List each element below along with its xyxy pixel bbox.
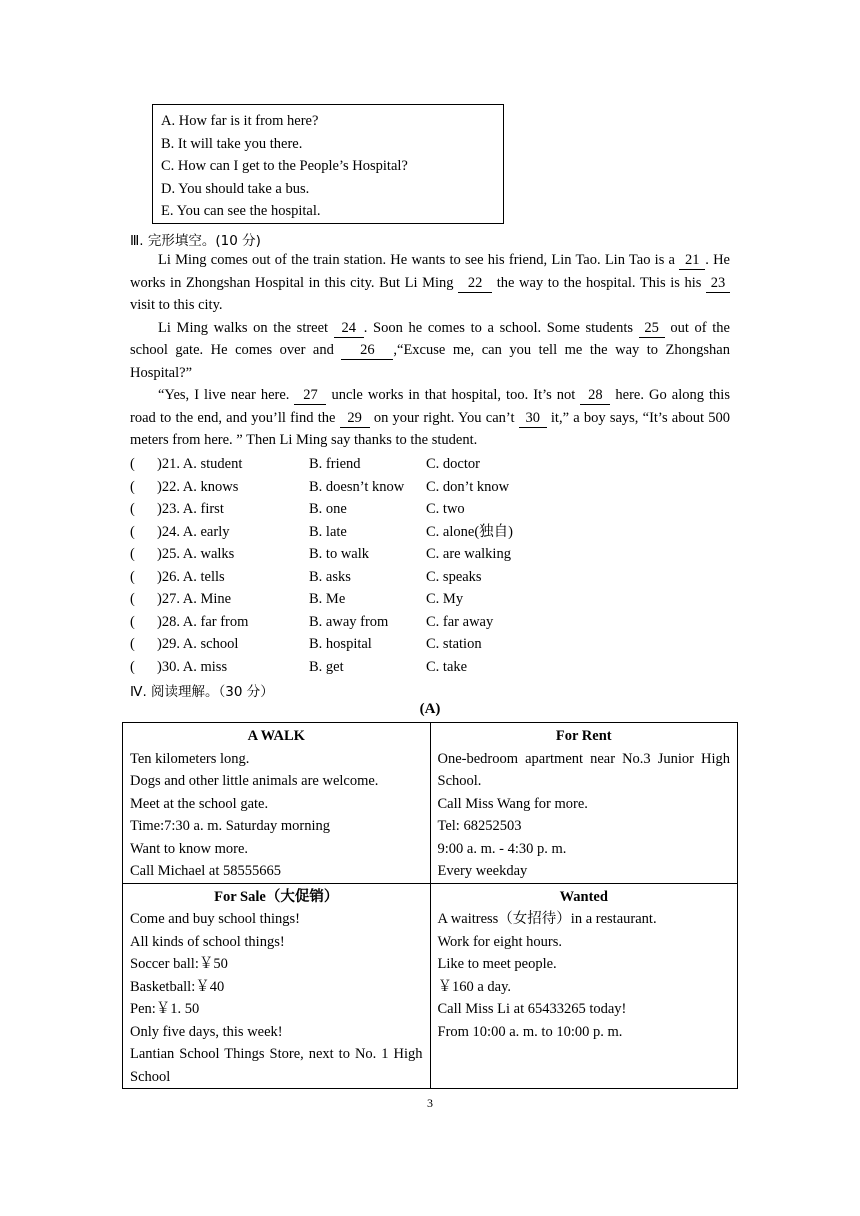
- question-row: [130, 588, 730, 611]
- question-option-a: )26. A. tells: [157, 568, 225, 585]
- blank-25: 25: [639, 320, 665, 338]
- ad-line: Meet at the school gate.: [130, 795, 269, 812]
- passage-text: Li Ming walks on the street: [158, 319, 334, 336]
- ad-line: Call Michael at 58555665: [130, 863, 282, 879]
- question-option-a: )30. A. miss: [157, 658, 228, 675]
- question-option-c: C. are walking: [426, 546, 511, 562]
- question-option-a: )27. A. Mine: [157, 591, 232, 607]
- passage-text: the way to the hospital. This is his: [492, 274, 706, 291]
- ad-line: From 10:00 a. m. to 10:00 p. m.: [437, 1023, 623, 1040]
- passage-text: here. Go along this road to the end, and you’ll find the: [130, 387, 730, 426]
- question-option-c: C. two: [426, 501, 465, 517]
- question-row: [130, 633, 730, 656]
- reading-a-title: (A): [419, 701, 441, 717]
- passage-paragraph-2: [130, 317, 730, 385]
- passage-text: “Yes, I live near here.: [158, 387, 295, 403]
- ad-line: ￥160 a day.: [437, 978, 512, 995]
- question-row: [130, 566, 730, 589]
- cloze-questions: [130, 453, 730, 678]
- question-option-b: B. one: [309, 501, 347, 517]
- question-row: [130, 611, 730, 634]
- answer-paren[interactable]: (: [130, 546, 135, 562]
- ad-rent-title: For Rent: [555, 728, 612, 744]
- blank-28: 28: [580, 387, 610, 405]
- question-option-a: )28. A. far from: [157, 613, 249, 630]
- ad-rent: [430, 723, 738, 884]
- page-number: 3: [427, 1096, 433, 1110]
- passage-text: on your right. You can’t: [369, 409, 519, 426]
- ad-line: Tel: 68252503: [437, 818, 522, 834]
- ad-line: Call Miss Li at 65433265 today!: [437, 1001, 627, 1017]
- answer-paren[interactable]: (: [130, 568, 135, 585]
- answer-paren[interactable]: (: [130, 523, 135, 540]
- passage-text: uncle works in that hospital, too. It’s not: [326, 387, 581, 403]
- question-option-c: C. far away: [426, 613, 494, 630]
- ad-line: Soccer ball:￥50: [130, 956, 228, 972]
- question-option-b: B. doesn’t know: [309, 478, 405, 495]
- ad-line: A waitress（女招待）in a restaurant.: [437, 911, 657, 927]
- question-row: [130, 453, 730, 476]
- question-option-b: B. hospital: [309, 636, 372, 652]
- blank-22: 22: [458, 275, 492, 293]
- option-b: B. It will take you there.: [161, 135, 303, 152]
- ads-row-2: [123, 883, 738, 1089]
- answer-paren[interactable]: (: [130, 613, 135, 630]
- question-row: [130, 521, 730, 544]
- ad-line: Time:7:30 a. m. Saturday morning: [130, 818, 331, 834]
- ad-wanted: [430, 883, 738, 1089]
- ad-walk-title: A WALK: [247, 728, 305, 744]
- blank-27: 27: [294, 387, 326, 405]
- question-option-a: )24. A. early: [157, 523, 230, 540]
- question-option-c: C. alone(独自): [426, 523, 513, 540]
- question-option-c: C. doctor: [426, 456, 480, 472]
- passage-paragraph-1: [130, 249, 730, 317]
- question-option-b: B. Me: [309, 591, 346, 607]
- ad-line: All kinds of school things!: [130, 933, 285, 950]
- blank-30: 30: [519, 410, 547, 428]
- ad-line: Ten kilometers long.: [130, 750, 250, 767]
- blank-23: 23: [706, 275, 730, 293]
- passage-text: . He works in Zhongshan Hospital in this city. But Li Ming: [130, 252, 730, 291]
- question-option-a: )23. A. first: [157, 501, 224, 517]
- ad-line: 9:00 a. m. - 4:30 p. m.: [437, 840, 567, 857]
- option-c: C. How can I get to the People’s Hospital?: [161, 158, 408, 174]
- ad-line: Lantian School Things Store, next to No. 1 High School: [130, 1046, 423, 1085]
- passage-text: Li Ming comes out of the train station. He wants to see his friend, Lin Tao. Lin Tao is a: [158, 252, 680, 268]
- question-option-a: )29. A. school: [157, 636, 239, 652]
- ad-line: Want to know more.: [130, 840, 249, 857]
- question-row: [130, 476, 730, 499]
- ad-line: Basketball:￥40: [130, 978, 225, 995]
- option-d: D. You should take a bus.: [161, 180, 310, 197]
- question-option-a: )25. A. walks: [157, 546, 235, 562]
- question-option-c: C. don’t know: [426, 478, 510, 495]
- answer-paren[interactable]: (: [130, 501, 135, 517]
- question-option-a: )21. A. student: [157, 456, 243, 472]
- ads-row-1: [123, 723, 738, 884]
- answer-paren[interactable]: (: [130, 456, 135, 472]
- ads-table: [122, 722, 738, 1089]
- question-row: [130, 656, 730, 679]
- answer-paren[interactable]: (: [130, 478, 135, 495]
- ad-line: One-bedroom apartment near No.3 Junior High School.: [437, 750, 730, 789]
- question-option-b: B. friend: [309, 456, 361, 472]
- answer-paren[interactable]: (: [130, 658, 135, 675]
- passage-text: it,” a boy says, “It’s about 500 meters from here. ” Then Li Ming say thanks to the student.: [130, 409, 730, 448]
- question-option-c: C. speaks: [426, 568, 482, 585]
- passage-paragraph-3: [130, 384, 730, 452]
- ad-line: Only five days, this week!: [130, 1023, 283, 1040]
- question-option-c: C. My: [426, 591, 464, 607]
- question-option-b: B. to walk: [309, 546, 370, 562]
- ad-walk: [123, 723, 431, 884]
- question-option-b: B. late: [309, 523, 347, 540]
- option-e: E. You can see the hospital.: [161, 203, 321, 219]
- blank-26: 26: [341, 342, 393, 360]
- question-option-c: C. take: [426, 658, 468, 675]
- question-row: [130, 543, 730, 566]
- ad-wanted-title: Wanted: [559, 888, 608, 905]
- ad-line: Dogs and other little animals are welcome.: [130, 773, 379, 789]
- blank-29: 29: [340, 410, 370, 428]
- ad-sale: [123, 883, 431, 1089]
- question-option-c: C. station: [426, 636, 482, 652]
- blank-24: 24: [334, 320, 364, 338]
- passage-text: out of the school gate. He comes over and: [130, 319, 730, 358]
- ad-line: Come and buy school things!: [130, 911, 300, 927]
- answer-paren[interactable]: (: [130, 591, 135, 607]
- ad-line: Like to meet people.: [437, 956, 557, 972]
- section-3-heading: Ⅲ. 完形填空。(10 分): [130, 233, 261, 249]
- ad-line: Work for eight hours.: [437, 933, 562, 950]
- passage-text: visit to this city.: [130, 297, 223, 313]
- question-option-a: )22. A. knows: [157, 478, 239, 495]
- section-4-heading: Ⅳ. 阅读理解。（30 分）: [130, 684, 274, 700]
- cloze-passage: [130, 249, 730, 452]
- passage-text: . Soon he comes to a school. Some students: [363, 319, 639, 336]
- ad-line: Every weekday: [437, 863, 528, 879]
- question-option-b: B. away from: [309, 613, 389, 630]
- question-option-b: B. get: [309, 658, 344, 675]
- ad-line: Pen:￥1. 50: [130, 1001, 200, 1017]
- blank-21: 21: [679, 252, 705, 270]
- question-row: [130, 498, 730, 521]
- ad-line: Call Miss Wang for more.: [437, 795, 588, 812]
- ad-sale-title: For Sale（大促销）: [214, 888, 339, 905]
- answer-paren[interactable]: (: [130, 636, 135, 652]
- option-a: A. How far is it from here?: [161, 113, 319, 129]
- passage-text: ,“Excuse me, can you tell me the way to Zhongshan Hospital?”: [130, 342, 730, 381]
- dialogue-option-box: [152, 104, 504, 224]
- question-option-b: B. asks: [309, 568, 351, 585]
